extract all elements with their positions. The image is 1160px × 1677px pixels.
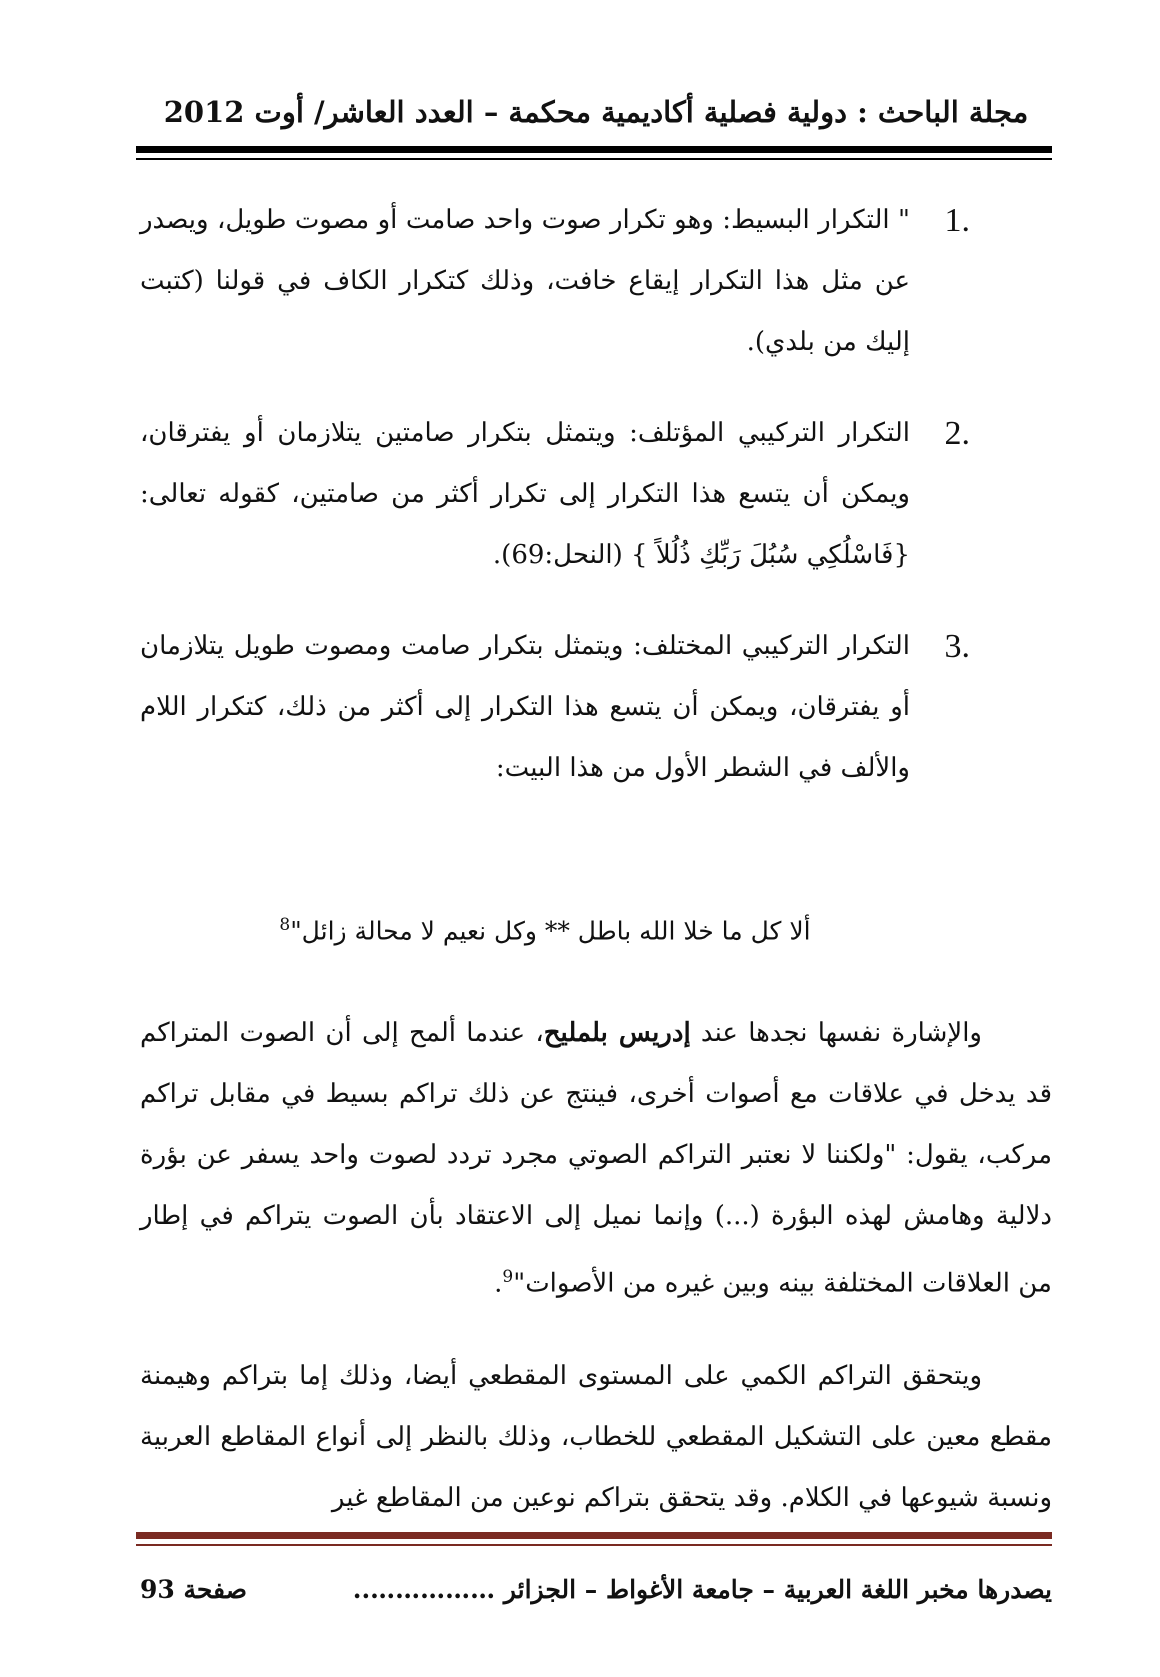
verse-text: ألا كل ما خلا الله باطل ** وكل نعيم لا محالة زائل" xyxy=(290,916,811,946)
body-paragraph xyxy=(140,1346,1052,1529)
header-rule-thick xyxy=(136,146,1052,153)
paragraph-text: والإشارة نفسها نجدها عند xyxy=(690,1018,982,1048)
list-item-text: التكرار التركيبي المؤتلف: ويتمثل بتكرار صامتين يتلازمان أو يفترقان، ويمكن أن يتسع هذا التكرار إلى تكرار أكثر من صامتين، كقوله تعالى: {فَاسْلُكِي سُبُلَ رَبِّكِ ذُلُلاً } (النحل:69). xyxy=(140,418,910,570)
list-item xyxy=(140,403,970,586)
header-rule-thin xyxy=(136,158,1052,160)
footnote-marker: 8 xyxy=(279,915,291,935)
list-item xyxy=(140,616,970,799)
list-item-number: 1. xyxy=(944,202,970,239)
list-item-text: التكرار التركيبي المختلف: ويتمثل بتكرار صامت ومصوت طويل يتلازمان أو يفترقان، ويمكن أن يتسع هذا التكرار إلى أكثر من ذلك، كتكرار اللام والألف في الشطر الأول من هذا البيت: xyxy=(140,631,910,783)
page-number: صفحة 93 xyxy=(140,1575,247,1604)
repetition-types-list xyxy=(140,190,970,799)
list-item-number: 2. xyxy=(944,415,970,452)
list-item xyxy=(140,190,970,373)
footer-publisher: يصدرها مخبر اللغة العربية – جامعة الأغواط – الجزائر …………….. xyxy=(352,1575,1052,1604)
poetry-verse xyxy=(200,905,890,951)
footer-rule-thin xyxy=(136,1544,1052,1546)
paragraph-text: ، عندما ألمح إلى أن الصوت المتراكم قد يدخل في علاقات مع أصوات أخرى، فينتج عن ذلك تراكم بسيط في مقابل تراكم مركب، يقول: "ولكننا لا نعتبر التراكم الصوتي مجرد تردد لصوت واحد يسفر عن بؤرة دلالية وهامش لهذه البؤرة (...) وإنما نميل إلى الاعتقاد بأن الصوت يتراكم في إطار من العلاقات المختلفة بينه وبين غيره من الأصوات" xyxy=(140,1018,1052,1299)
author-name: إدريس بلمليح xyxy=(543,1018,691,1048)
body-paragraph xyxy=(140,1003,1052,1315)
journal-header-title: مجلة الباحث : دولية فصلية أكاديمية محكمة – العدد العاشر/ أوت 2012 xyxy=(163,95,1029,129)
paragraph-text: ويتحقق التراكم الكمي على المستوى المقطعي أيضا، وذلك إما بتراكم وهيمنة مقطع معين على التشكيل المقطعي للخطاب، وذلك بالنظر إلى أنواع المقاطع العربية ونسبة شيوعها في الكلام. وقد يتحقق بتراكم نوعين من المقاطع غير xyxy=(140,1361,1052,1513)
list-item-text: " التكرار البسيط: وهو تكرار صوت واحد صامت أو مصوت طويل، ويصدر عن مثل هذا التكرار إيقاع خافت، وذلك كتكرار الكاف في قولنا (كتبت إليك من بلدي). xyxy=(140,205,910,357)
list-item-number: 3. xyxy=(944,628,970,665)
paragraph-end: . xyxy=(494,1268,503,1299)
footer-rule-thick xyxy=(136,1532,1052,1539)
footnote-marker: 9 xyxy=(502,1267,514,1287)
